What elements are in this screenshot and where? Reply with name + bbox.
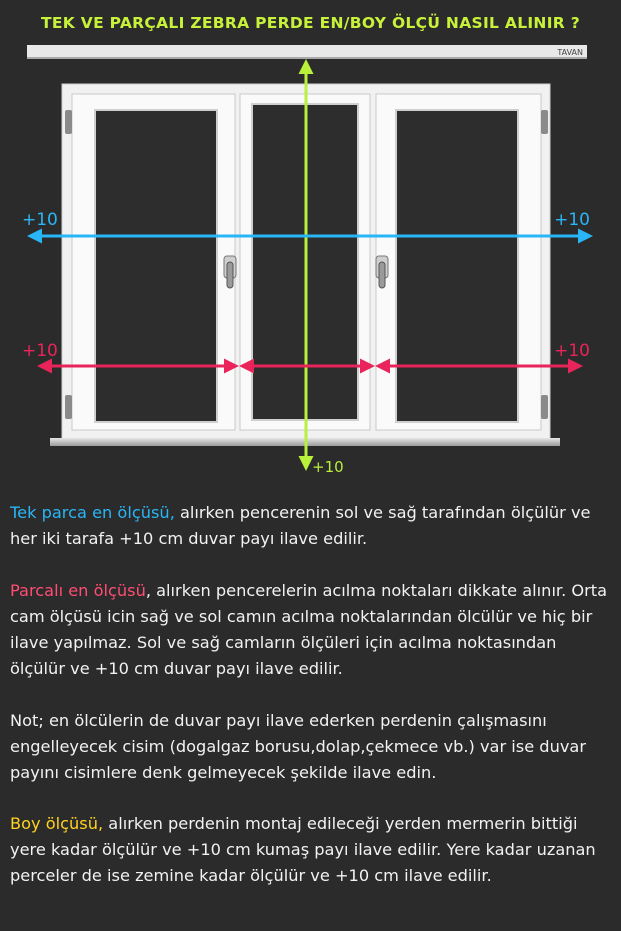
note-instructions: [10, 708, 610, 786]
height-plus-label: +10: [312, 458, 344, 476]
height-heading: Boy ölçüsü,: [10, 814, 104, 833]
height-instructions: [10, 811, 610, 889]
height-text: alırken perdenin montaj edileceği yerden mermerin bittiği yere kadar ölçülür ve +10 cm kumaş payı ilave edilir. Yere kadar uzanan perceler de ise zemine kadar ölçülür ve +10 cm ilave edilir.: [10, 814, 596, 885]
piece-width-text: , alırken pencerelerin acılma noktaları dikkate alınır. Orta cam ölçüsü icin sağ ve sol camın acılma noktalarından ölcülür ve hiç bir ilave yapılmaz. Sol ve sağ camların ölçüleri için acılma noktasından ölçülür ve +10 cm duvar payı ilave edilir.: [10, 581, 608, 678]
single-width-text: alırken pencerenin sol ve sağ tarafından ölçülür ve her iki tarafa +10 cm duvar payı ilave edilir.: [10, 503, 591, 548]
piece-width-heading: Parcalı en ölçüsü: [10, 581, 146, 600]
piece-width-instructions: [10, 578, 610, 682]
ceiling-label: TAVAN: [557, 48, 583, 57]
piece-width-left-label: +10: [22, 341, 58, 361]
left-sash: [72, 94, 235, 430]
single-width-instructions: [10, 500, 610, 552]
single-width-heading: Tek parca en ölçüsü,: [10, 503, 175, 522]
page-title: TEK VE PARÇALI ZEBRA PERDE EN/BOY ÖLÇÜ NASIL ALINIR ?: [41, 14, 580, 32]
single-width-right-label: +10: [554, 210, 590, 230]
piece-width-right-label: +10: [554, 341, 590, 361]
right-sash: [376, 94, 541, 430]
single-width-left-label: +10: [22, 210, 58, 230]
note-text: Not; en ölcülerin de duvar payı ilave ederken perdenin çalışmasını engelleyecek cisim (dogalgaz borusu,dolap,çekmece vb.) var ise duvar payını cisimlere denk gelmeyecek şekilde ilave edin.: [10, 711, 586, 782]
ceiling-bar: [27, 45, 587, 59]
